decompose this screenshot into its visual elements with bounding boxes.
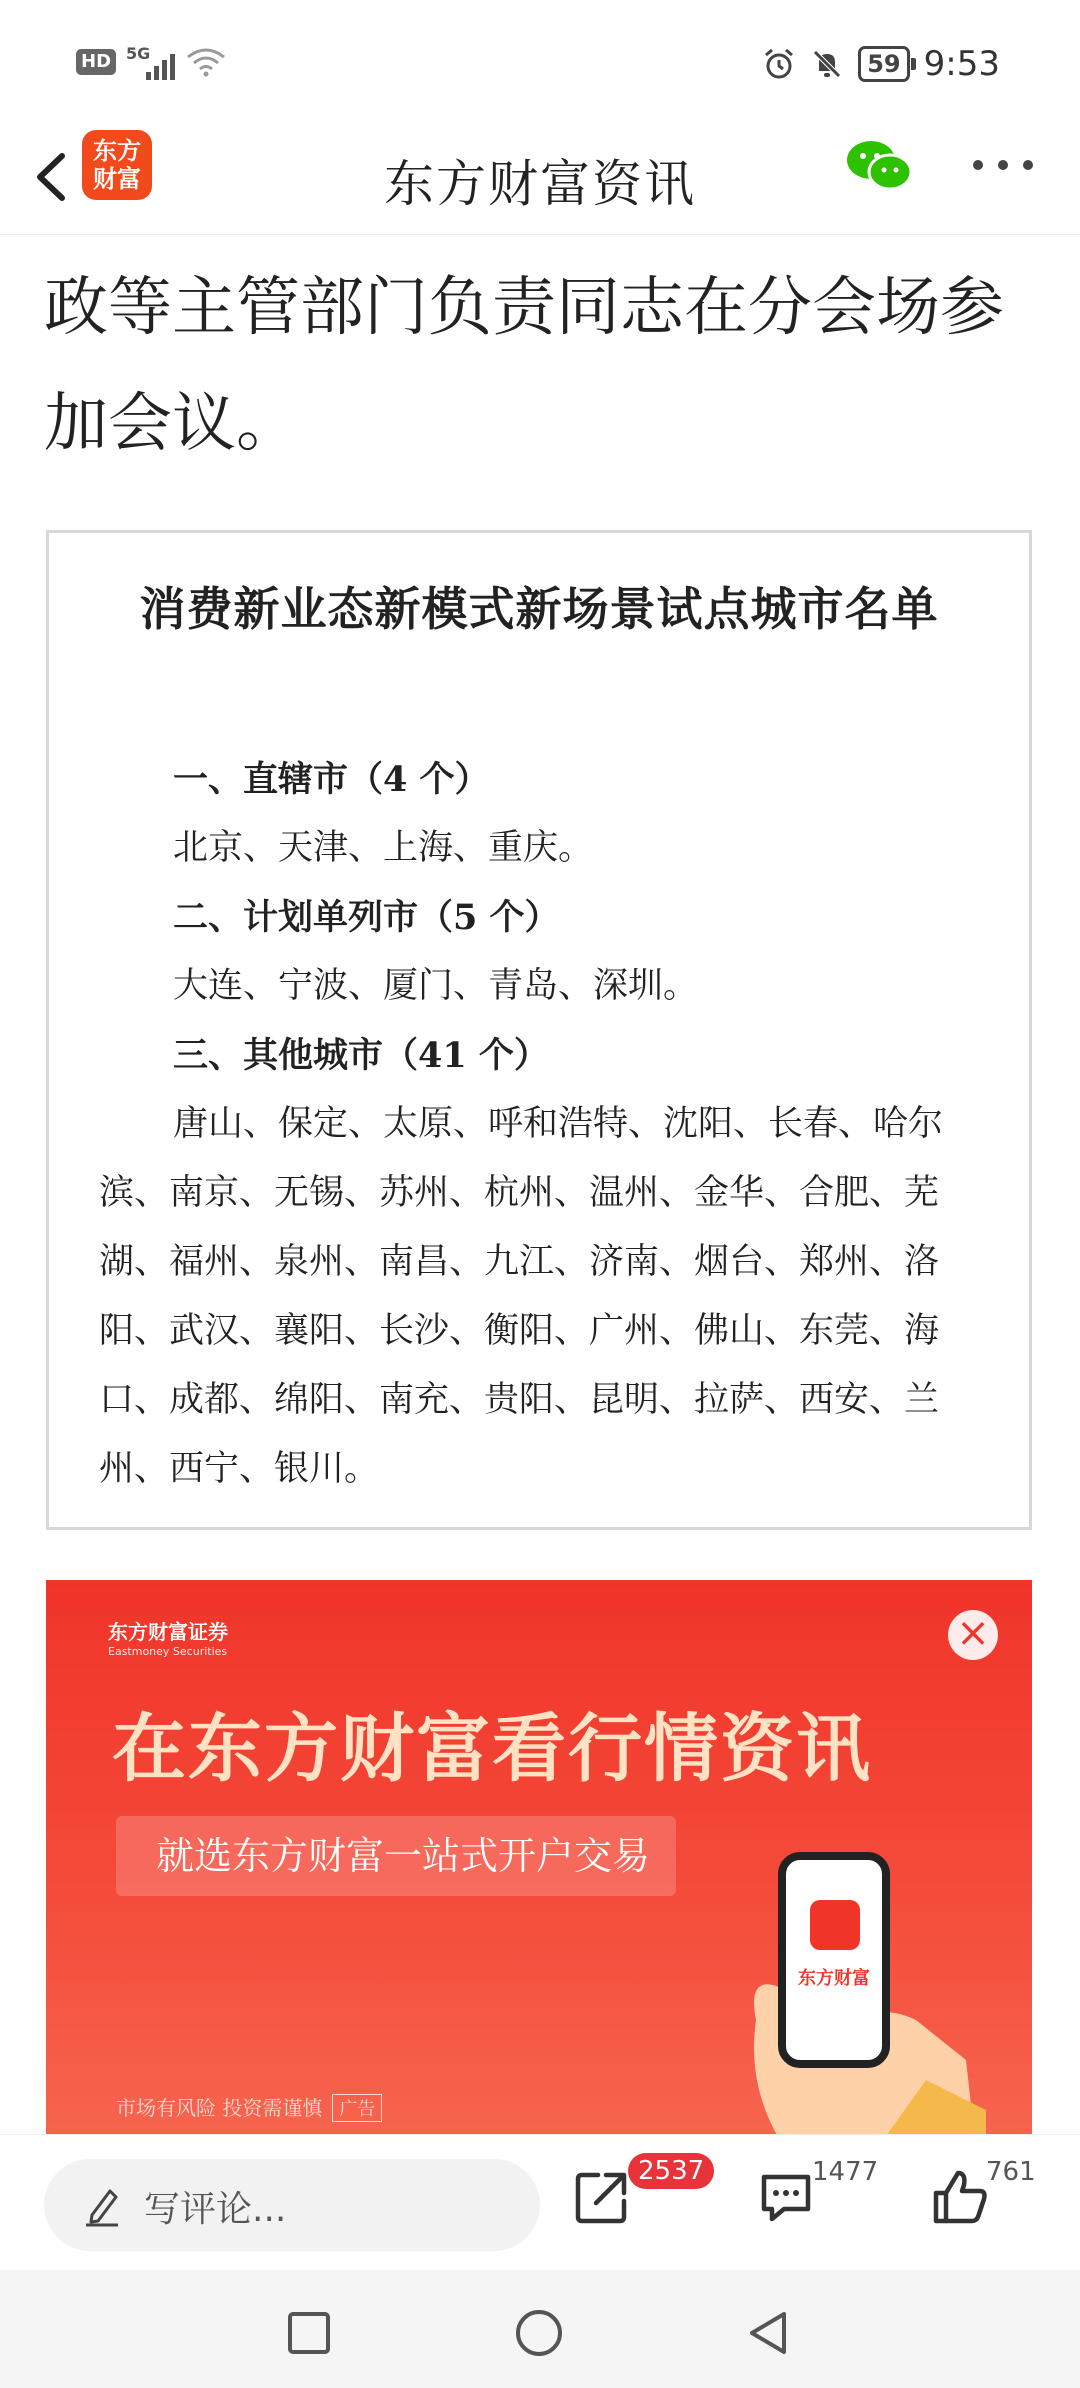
ad-banner[interactable] [46, 1580, 1032, 2140]
comment-count: 1477 [812, 2157, 879, 2187]
share-count-badge: 2537 [628, 2153, 714, 2189]
hd-badge: HD [76, 49, 116, 75]
phone-illustration [778, 1852, 890, 2068]
close-icon[interactable]: × [948, 1610, 998, 1660]
recent-apps-icon[interactable] [284, 2308, 334, 2358]
section-heading-planned-cities: 二、计划单列市（5 个） [173, 897, 560, 938]
doc-title: 消费新业态新模式新场景试点城市名单 [139, 582, 939, 636]
section-heading-other-cities: 三、其他城市（41 个） [173, 1035, 549, 1076]
home-icon[interactable] [514, 2308, 564, 2358]
ad-risk-text: 市场有风险 投资需谨慎 [116, 2096, 323, 2120]
clock: 9:53 [923, 44, 1000, 84]
comment-placeholder: 写评论... [144, 2189, 287, 2230]
ad-brand [108, 1616, 228, 1658]
ad-subheadline: 就选东方财富一站式开户交易 [116, 1816, 676, 1896]
ad-brand-en: Eastmoney Securities [108, 1645, 228, 1658]
pen-icon [82, 2183, 122, 2227]
comment-input[interactable] [44, 2159, 540, 2251]
more-options-icon[interactable] [968, 150, 1038, 180]
signal-icon [126, 44, 176, 80]
like-thumbs-up-icon[interactable] [930, 2167, 990, 2227]
system-navigation-bar [0, 2270, 1080, 2388]
ad-headline: 在东方财富看行情资讯 [112, 1706, 872, 1792]
doc-body [99, 745, 999, 1504]
section-heading-municipalities: 一、直辖市（4 个） [173, 759, 490, 800]
app-icon [810, 1900, 860, 1950]
share-icon[interactable] [572, 2167, 632, 2227]
status-left [76, 44, 226, 80]
ad-tag: 广告 [332, 2094, 382, 2122]
bottom-action-bar [0, 2134, 1080, 2271]
wechat-share-icon[interactable] [844, 136, 914, 196]
status-bar [0, 0, 1080, 120]
phone-app-name: 东方财富 [798, 1968, 870, 1989]
ad-brand-cn: 东方财富证券 [108, 1620, 228, 1644]
battery-icon: 59 [858, 46, 909, 82]
section-cities-planned: 大连、宁波、厦门、青岛、深圳。 [173, 966, 699, 1006]
status-right [762, 44, 1000, 84]
comment-icon[interactable] [756, 2167, 816, 2227]
like-count: 761 [986, 2157, 1036, 2187]
app-logo[interactable]: 东方 财富 [82, 130, 152, 200]
ad-risk-notice [116, 2092, 382, 2122]
section-cities-other: 唐山、保定、太原、呼和浩特、沈阳、长春、哈尔滨、南京、无锡、苏州、杭州、温州、金华、合肥、芜湖、福州、泉州、南昌、九江、济南、烟台、郑州、洛阳、武汉、襄阳、长沙、衡阳、广州、佛山、东莞、海口、成都、绵阳、南充、贵阳、昆明、拉萨、西安、兰州、西宁、银川。 [99, 1104, 944, 1489]
alarm-icon [762, 47, 796, 81]
article-image-city-list[interactable] [46, 530, 1032, 1530]
back-nav-icon[interactable] [744, 2308, 794, 2358]
network-type: 5G [126, 44, 151, 63]
section-cities-municipalities: 北京、天津、上海、重庆。 [173, 828, 594, 868]
top-nav-bar [0, 120, 1080, 235]
mute-icon [810, 47, 844, 81]
article-paragraph: 政等主管部门负责同志在分会场参加会议。 [44, 271, 1004, 461]
wifi-icon [186, 47, 226, 77]
page-title: 东方财富资讯 [384, 155, 696, 213]
